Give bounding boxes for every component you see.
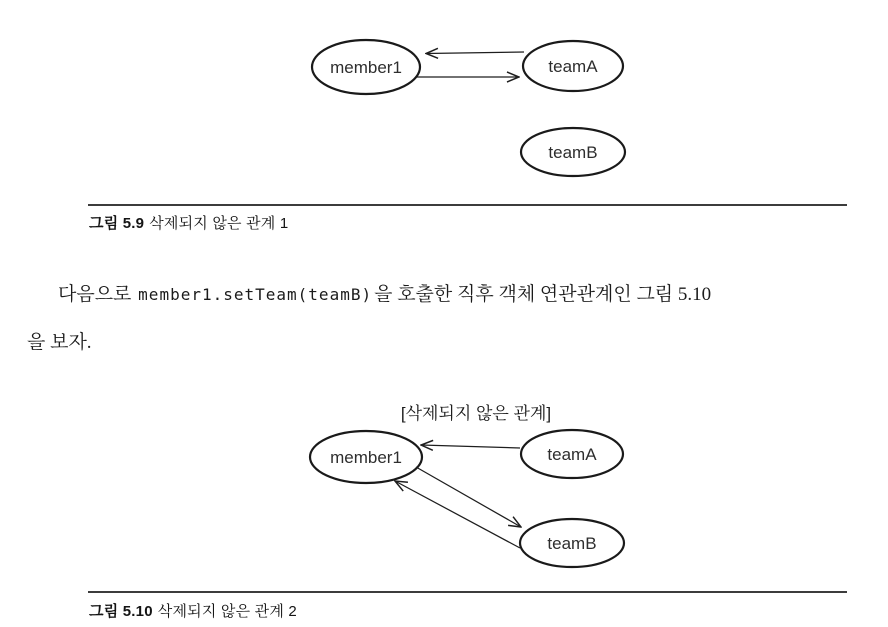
fig1-teamB-label: teamB — [548, 143, 598, 162]
paragraph-line-1 — [58, 279, 711, 306]
fig2-arrow-teamA-to-member1 — [421, 445, 520, 448]
inline-code-setteam: member1.setTeam(teamB) — [138, 285, 373, 304]
paragraph-line1-suffix: 을 호출한 직후 객체 연관관계인 그림 5.10 — [374, 284, 712, 305]
fig1-member1-label: member1 — [330, 58, 402, 77]
figure-5-10-diagram — [310, 403, 624, 567]
figure-5-9-caption-rule — [88, 204, 847, 206]
figure-5-9-caption-title: 삭제되지 않은 관계 1 — [149, 215, 289, 232]
fig2-teamB-label: teamB — [547, 534, 597, 553]
figure-5-9-caption-label: 그림 5.9 — [89, 215, 145, 232]
paragraph-line1-prefix: 다음으로 — [58, 284, 137, 305]
paragraph-line-2: 을 보자. — [27, 332, 92, 353]
fig1-arrow-teamA-to-member1 — [426, 52, 524, 54]
figure-5-10-caption-title: 삭제되지 않은 관계 2 — [157, 603, 297, 620]
figure-5-10-caption-label: 그림 5.10 — [89, 603, 153, 620]
figure-5-9-caption — [89, 212, 288, 233]
figure-5-10-caption — [89, 600, 297, 621]
fig2-member1-label: member1 — [330, 448, 402, 467]
figure-5-10-caption-rule — [88, 591, 847, 593]
fig2-arrow-member1-to-teamB — [416, 467, 521, 527]
fig2-annotation: [삭제되지 않은 관계] — [400, 404, 552, 423]
figure-5-9-diagram — [312, 40, 625, 176]
fig1-teamA-label: teamA — [548, 57, 598, 76]
fig2-teamA-label: teamA — [547, 445, 597, 464]
